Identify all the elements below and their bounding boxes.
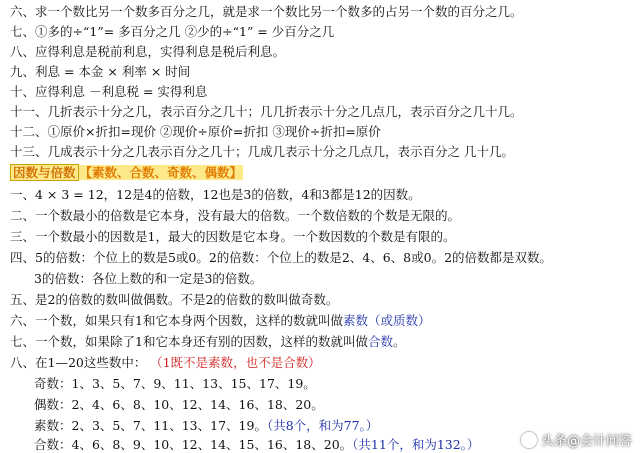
item-4: 四、5的倍数：个位上的数是5或0。2的倍数：个位上的数是2、4、6、8或0。2的倍数都是双数。 xyxy=(10,250,553,265)
watermark xyxy=(521,430,632,449)
item-4-continued: 3的倍数：各位上数的和一定是3的倍数。 xyxy=(34,271,263,286)
list-prime-values: 2、3、5、7、11、13、17、19。 xyxy=(71,418,267,433)
section-heading xyxy=(10,165,243,181)
list-composite xyxy=(34,437,479,453)
item-6-term: 素数 xyxy=(342,313,368,328)
rule-line-7: 七、①多的÷“1”= 多百分之几 ②少的÷“1” = 少百分之几 xyxy=(10,24,335,39)
list-odd xyxy=(34,376,316,392)
list-odd-label: 奇数： xyxy=(34,376,72,391)
list-prime-label: 素数： xyxy=(34,418,72,433)
rule-line-6: 六、求一个数比另一个数多百分之几，就是求一个数比另一个数多的占另一个数的百分之几。 xyxy=(10,4,523,19)
item-7-suffix: 。 xyxy=(392,334,406,349)
item-8 xyxy=(10,355,321,371)
list-prime-note: （共8个，和为77。） xyxy=(266,418,379,433)
item-6 xyxy=(10,313,431,329)
item-7-text: 七、一个数，如果除了1和它本身还有别的因数，这样的数就叫做 xyxy=(10,334,368,349)
circle-logo-icon xyxy=(521,432,537,448)
list-even xyxy=(34,397,324,413)
rule-line-8: 八、应得利息是税前利息，实得利息是税后利息。 xyxy=(10,44,286,59)
item-7-term: 合数 xyxy=(367,334,393,349)
watermark-text: 头条@会计问答 xyxy=(540,434,632,449)
list-even-values: 2、4、6、8、10、12、14、16、18、20。 xyxy=(71,397,324,412)
item-8-text: 八、在1—20这些数中： xyxy=(10,355,147,370)
list-odd-values: 1、3、5、7、9、11、13、15、17、19。 xyxy=(71,376,316,391)
item-6-suffix: （或质数） xyxy=(367,313,431,328)
list-composite-note: （共11个，和为132。） xyxy=(352,437,480,452)
rule-line-9: 九、利息 = 本金 × 利率 × 时间 xyxy=(10,64,191,79)
item-1: 一、4 × 3 = 12，12是4的倍数，12也是3的倍数，4和3都是12的因数。 xyxy=(10,187,421,202)
item-8-note: （1既不是素数，也不是合数） xyxy=(156,355,321,370)
item-3: 三、一个数最小的因数是1，最大的因数是它本身。一个数因数的个数是有限的。 xyxy=(10,229,456,244)
item-7 xyxy=(10,334,406,350)
rule-line-10: 十、应得利息 －利息税 = 实得利息 xyxy=(10,84,208,99)
rule-line-12: 十二、①原价×折扣=现价 ②现价÷原价=折扣 ③现价÷折扣=原价 xyxy=(10,124,381,139)
list-composite-values: 4、6、8、9、10、12、14、15、16、18、20。 xyxy=(71,437,353,452)
list-composite-label: 合数： xyxy=(34,437,72,452)
list-even-label: 偶数： xyxy=(34,397,72,412)
list-prime xyxy=(34,418,378,434)
item-2: 二、一个数最小的倍数是它本身，没有最大的倍数。一个数倍数的个数是无限的。 xyxy=(10,208,461,223)
section-title: 因数与倍数 xyxy=(10,164,79,181)
rule-line-13: 十三、几成表示十分之几表示百分之几十；几成几表示十分之几点几，表示百分之 几十几。 xyxy=(10,144,514,159)
rule-line-11: 十一、几折表示十分之几，表示百分之几十；几几折表示十分之几点几，表示百分之几十几。 xyxy=(10,104,523,119)
item-6-text: 六、一个数，如果只有1和它本身两个因数，这样的数就叫做 xyxy=(10,313,343,328)
item-5: 五、是2的倍数的数叫做偶数。不是2的倍数的数叫做奇数。 xyxy=(10,292,339,307)
section-subtitle: 【素数、合数、奇数、偶数】 xyxy=(79,165,243,180)
